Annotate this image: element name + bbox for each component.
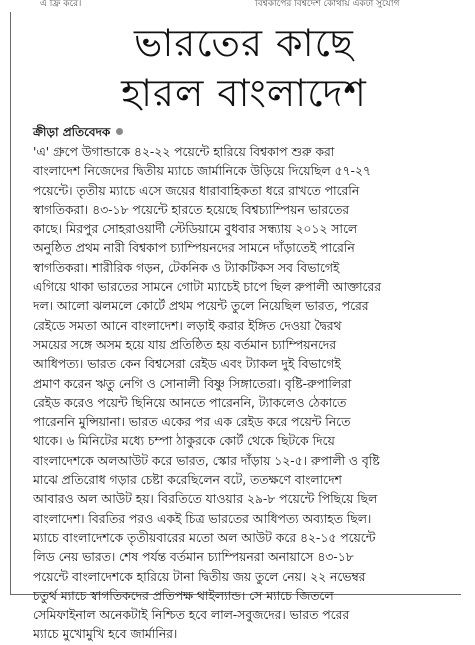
article-line: চতুর্থ ম্যাচে স্বাগতিকদের প্রতিপক্ষ থাইল্যান্ড। সে ম্যাচে জিতলে (33, 588, 334, 603)
article-line: পারেননি মুন্সিয়ানা। ভারত একের পর এক রেইড করে পয়েন্ট নিতে (33, 415, 351, 430)
article-line: বাংলাদেশকে অলআউট করে ভারত, স্কোর দাঁড়ায় ১২-৫। রুপালী ও বৃষ্টি (33, 453, 380, 468)
article-line: আধিপত্য। ভারত কেন বিশ্বসেরা রেইড এবং ট্যাকল দুই বিভাগেই (33, 357, 341, 372)
headline-line-2: হারল বাংলাদেশ (121, 71, 367, 115)
article-line: আবারও অল আউট হয়। বিরতিতে যাওয়ার ২৯-৮ পয়েন্টে পিছিয়ে ছিল (33, 492, 378, 507)
article-line: এগিয়ে থাকা ভারতের সামনে গোটা ম্যাচেই চাপে ছিল রুপালী আক্তারের (33, 280, 382, 295)
byline-text: ক্রীড়া প্রতিবেদক (33, 125, 111, 139)
cut-off-previous-article (0, 0, 475, 10)
article-line: পয়েন্টে। তৃতীয় ম্যাচে এসে জয়ের ধারাবাহিকতা ধরে রাখতে পারেনি (33, 183, 360, 198)
bullet-icon (116, 128, 123, 135)
byline (33, 124, 123, 144)
article-line: বাংলাদেশ নিজেদের দ্বিতীয় ম্যাচে জার্মানিকে উড়িয়ে দিয়েছিল ৫৭-২৭ (33, 164, 371, 179)
article-line: থাকে। ৬ মিনিটের মধ্যে চম্পা ঠাকুরকে কোর্ট থেকে ছিটকে দিয়ে (33, 434, 335, 449)
article-line: রেইড করেও পয়েন্ট ছিনিয়ে আনতে পারেননি, ট্যাকলেও ঠেকাতে (33, 395, 347, 410)
article-line: সময়ের সঙ্গে অসম হয়ে যায় প্রতিষ্ঠিত হয় বর্তমান চ্যাম্পিয়নদের (33, 337, 337, 352)
article-headline (24, 18, 464, 118)
article-line: স্বাগতিকরা। শারীরিক গড়ন, টেকনিক ও ট্যাকটিকস সব বিভাগেই (33, 260, 340, 275)
article-line: বাংলাদেশ। বিরতির পরও একই চিত্র ভারতের আধিপত্য অব্যাহত ছিল। (33, 511, 372, 526)
article-line: রেইডে সমতা আনে বাংলাদেশ। লড়াই করার ইঙ্গিত দেওয়া দ্বৈরথ (33, 318, 342, 333)
article-line: লিড নেয় ভারত। শেষ পর্যন্ত বর্তমান চ্যাম্পিয়নরা অনায়াসে ৪৩-১৮ (33, 550, 354, 565)
article-body (33, 143, 463, 645)
article-line: প্রমাণ করেন ঋতু নেগি ও সোনালী বিষ্ণু সিঙ্গাতেরা। বৃষ্টি-রুপালিরা (33, 376, 352, 391)
article-line: কাছে। মিরপুর সোহরাওয়ার্দী স্টেডিয়ামে বুধবার সন্ধ্যায় ২০১২ সালে (33, 222, 358, 237)
article-line: 'এ' গ্রুপে উগান্ডাকে ৪২-২২ পয়েন্টে হারিয়ে বিশ্বকাপ শুরু করা (33, 145, 335, 159)
top-strip-left-text: এ ফ্রি করে। (40, 0, 82, 9)
article-line: ম্যাচে মুখোমুখি হবে জার্মানির। (33, 627, 178, 642)
article-line: পয়েন্টে বাংলাদেশকে হারিয়ে টানা দ্বিতীয় জয় তুলে নেয়। ২২ নভেম্বর (33, 569, 366, 584)
headline-line-1: ভারতের কাছে (134, 21, 354, 65)
article-line: দল। আলো ঝলমলে কোর্টে প্রথম পয়েন্ট তুলে নিয়েছিল ভারত, পরের (33, 299, 369, 314)
article-line: অনুষ্ঠিত প্রথম নারী বিশ্বকাপ চ্যাম্পিয়নদের সামনে দাঁড়াতেই পারেনি (33, 241, 355, 256)
article-line: সেমিফাইনাল অনেকটাই নিশ্চিত হবে লাল-সবুজদের। ভারত পরের (33, 608, 350, 623)
article-line: স্বাগতিকরা। ৪৩-১৮ পয়েন্টে হারতে হয়েছে বিশ্বচ্যাম্পিয়ন ভারতের (33, 202, 350, 217)
top-strip-right-text: বিশ্বকাপের বিশ্বদেশ কোথায় একটা সুযোগ (255, 0, 400, 9)
article-line: মাঝে প্রতিরোধ গড়ার চেষ্টা করেছিলেন বটে, ততক্ষণে বাংলাদেশ (33, 473, 342, 488)
article-line: ম্যাচে বাংলাদেশকে তৃতীয়বারের মতো অল আউট করে ৪২-১৫ পয়েন্টে (33, 530, 376, 545)
